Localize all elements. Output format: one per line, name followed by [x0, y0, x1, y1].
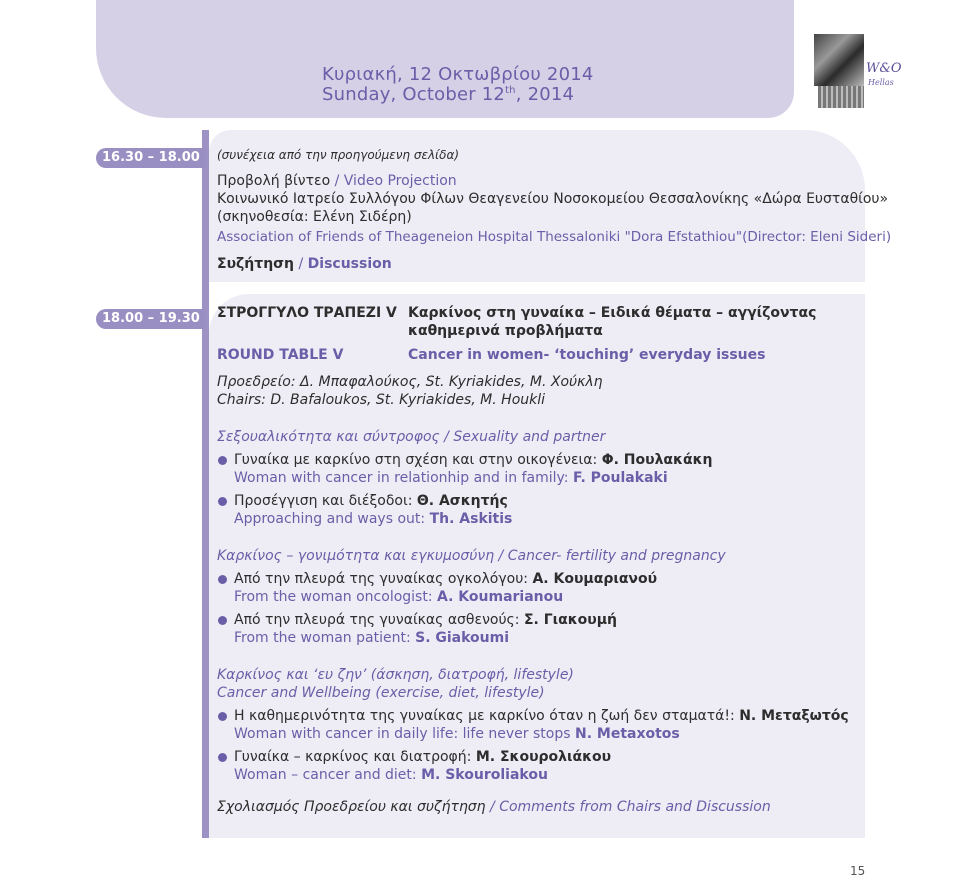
- topic3-gr: Καρκίνος και ‘ευ ζην’ (άσκηση, διατροφή, lifestyle): [217, 667, 574, 683]
- talk-6-title-gr: Γυναίκα – καρκίνος και διατροφή:: [234, 749, 476, 765]
- talk-2-speaker-en: Th. Askitis: [429, 511, 513, 527]
- talk-4-en: [234, 629, 509, 647]
- bullet-icon: [218, 497, 227, 506]
- video-title-gr: Κοινωνικό Ιατρείο Συλλόγου Φίλων Θεαγενείου Νοσοκομείου Θεσσαλονίκης «Δώρα Ευσταθίου»: [217, 191, 889, 207]
- continued-note: (συνέχεια από την προηγούμενη σελίδα): [217, 148, 460, 162]
- video-label-en: Video Projection: [343, 173, 457, 189]
- topic1-gr: Σεξουαλικότητα και σύντροφος: [217, 429, 440, 445]
- date-greek: Κυριακή, 12 Οκτωβρίου 2014: [322, 64, 594, 85]
- discussion-gr: Συζήτηση: [217, 256, 295, 272]
- topic1-en: Sexuality and partner: [453, 429, 606, 445]
- logo-text: W&O: [866, 61, 902, 76]
- talk-1-title-gr: Γυναίκα με καρκίνο στη σχέση και στην οικογένεια:: [234, 452, 602, 468]
- timeline-bar: [202, 130, 209, 838]
- video-director-gr: (σκηνοθεσία: Ελένη Σιδέρη): [217, 209, 412, 225]
- date-english-main: Sunday, October 12: [322, 84, 506, 105]
- talk-5-title-en: Woman with cancer in daily life: life never stops: [234, 726, 575, 742]
- talk-4-title-gr: Από την πλευρά της γυναίκας ασθενούς:: [234, 612, 524, 628]
- topic2-en: Cancer- fertility and pregnancy: [507, 548, 726, 564]
- slash: /: [294, 256, 308, 272]
- discussion-en: Discussion: [307, 256, 392, 272]
- bullet-icon: [218, 575, 227, 584]
- date-english: [322, 84, 574, 105]
- logo-strip: [818, 86, 864, 108]
- video-projection-line: [217, 172, 457, 190]
- discussion-line: [217, 255, 392, 273]
- session2-time: 18.00 – 19.30: [96, 309, 206, 329]
- closing-gr: Σχολιασμός Προεδρείου και συζήτηση: [217, 799, 486, 815]
- topic2: [217, 547, 726, 565]
- talk-1-speaker-gr: Φ. Πουλακάκη: [601, 452, 713, 468]
- topic2-gr: Καρκίνος – γονιμότητα και εγκυμοσύνη: [217, 548, 495, 564]
- talk-1-title-en: Woman with cancer in relationhip and in family:: [234, 470, 573, 486]
- slash: /: [494, 548, 508, 564]
- topic1: [217, 428, 605, 446]
- bullet-icon: [218, 456, 227, 465]
- talk-6-gr: [234, 748, 611, 766]
- session-title-gr-1: Καρκίνος στη γυναίκα – Ειδικά θέματα – αγγίζοντας: [408, 305, 817, 321]
- session1-time: 16.30 – 18.00: [96, 148, 206, 168]
- talk-2-speaker-gr: Θ. Ασκητής: [416, 493, 508, 509]
- slash: /: [330, 173, 344, 189]
- talk-3-title-en: From the woman oncologist:: [234, 589, 437, 605]
- logo-subtext: Hellas: [868, 78, 894, 87]
- talk-4-speaker-gr: Σ. Γιακουμή: [523, 612, 617, 628]
- talk-3-speaker-gr: Α. Κουμαριανού: [532, 571, 658, 587]
- talk-4-title-en: From the woman patient:: [234, 630, 416, 646]
- chairs-en: Chairs: D. Bafaloukos, St. Kyriakides, M. Houkli: [217, 392, 546, 408]
- video-label-gr: Προβολή βίντεο: [217, 173, 331, 189]
- date-english-year: , 2014: [515, 84, 575, 105]
- talk-6-speaker-gr: Μ. Σκουρολιάκου: [475, 749, 612, 765]
- slash: /: [485, 799, 500, 815]
- talk-1-gr: [234, 451, 713, 469]
- talk-1-speaker-en: F. Poulakaki: [572, 470, 668, 486]
- talk-5-gr: [234, 707, 849, 725]
- bullet-icon: [218, 616, 227, 625]
- talk-5-title-gr: Η καθημερινότητα της γυναίκας με καρκίνο όταν η ζωή δεν σταματά!:: [234, 708, 740, 724]
- talk-6-title-en: Woman – cancer and diet:: [234, 767, 422, 783]
- date-ordinal: th: [505, 85, 516, 96]
- talk-5-speaker-gr: Ν. Μεταξωτός: [739, 708, 849, 724]
- closing-line: [217, 798, 771, 816]
- topic3-en: Cancer and Wellbeing (exercise, diet, lifestyle): [217, 685, 545, 701]
- closing-en: Comments from Chairs and Discussion: [499, 799, 771, 815]
- talk-3-en: [234, 588, 563, 606]
- talk-1-en: [234, 469, 668, 487]
- talk-3-gr: [234, 570, 657, 588]
- talk-4-gr: [234, 611, 617, 629]
- bullet-icon: [218, 753, 227, 762]
- page-number: 15: [850, 864, 866, 878]
- talk-2-gr: [234, 492, 508, 510]
- logo-image: [814, 34, 864, 86]
- bullet-icon: [218, 712, 227, 721]
- chairs-gr: Προεδρείο: Δ. Μπαφαλούκος, St. Kyriakides, Μ. Χούκλη: [217, 374, 603, 390]
- round-table-en: ROUND TABLE V: [217, 347, 344, 363]
- talk-6-en: [234, 766, 548, 784]
- session-title-gr-2: καθημερινά προβλήματα: [408, 323, 603, 339]
- talk-2-title-en: Approaching and ways out:: [234, 511, 430, 527]
- talk-2-en: [234, 510, 512, 528]
- talk-5-en: [234, 725, 680, 743]
- video-title-en: Association of Friends of Theageneion Hospital Thessaloniki "Dora Efstathiou"(Director: Eleni Sideri): [217, 229, 892, 245]
- talk-4-speaker-en: S. Giakoumi: [415, 630, 510, 646]
- talk-6-speaker-en: M. Skouroliakou: [421, 767, 548, 783]
- session-title-en: Cancer in women- ‘touching’ everyday issues: [408, 347, 766, 363]
- talk-3-speaker-en: A. Koumarianou: [437, 589, 564, 605]
- round-table-gr: ΣΤΡΟΓΓΥΛΟ ΤΡΑΠΕΖΙ V: [217, 305, 397, 321]
- slash: /: [439, 429, 454, 445]
- talk-5-speaker-en: N. Metaxotos: [574, 726, 680, 742]
- talk-2-title-gr: Προσέγγιση και διέξοδοι:: [234, 493, 417, 509]
- talk-3-title-gr: Από την πλευρά της γυναίκας ογκολόγου:: [234, 571, 533, 587]
